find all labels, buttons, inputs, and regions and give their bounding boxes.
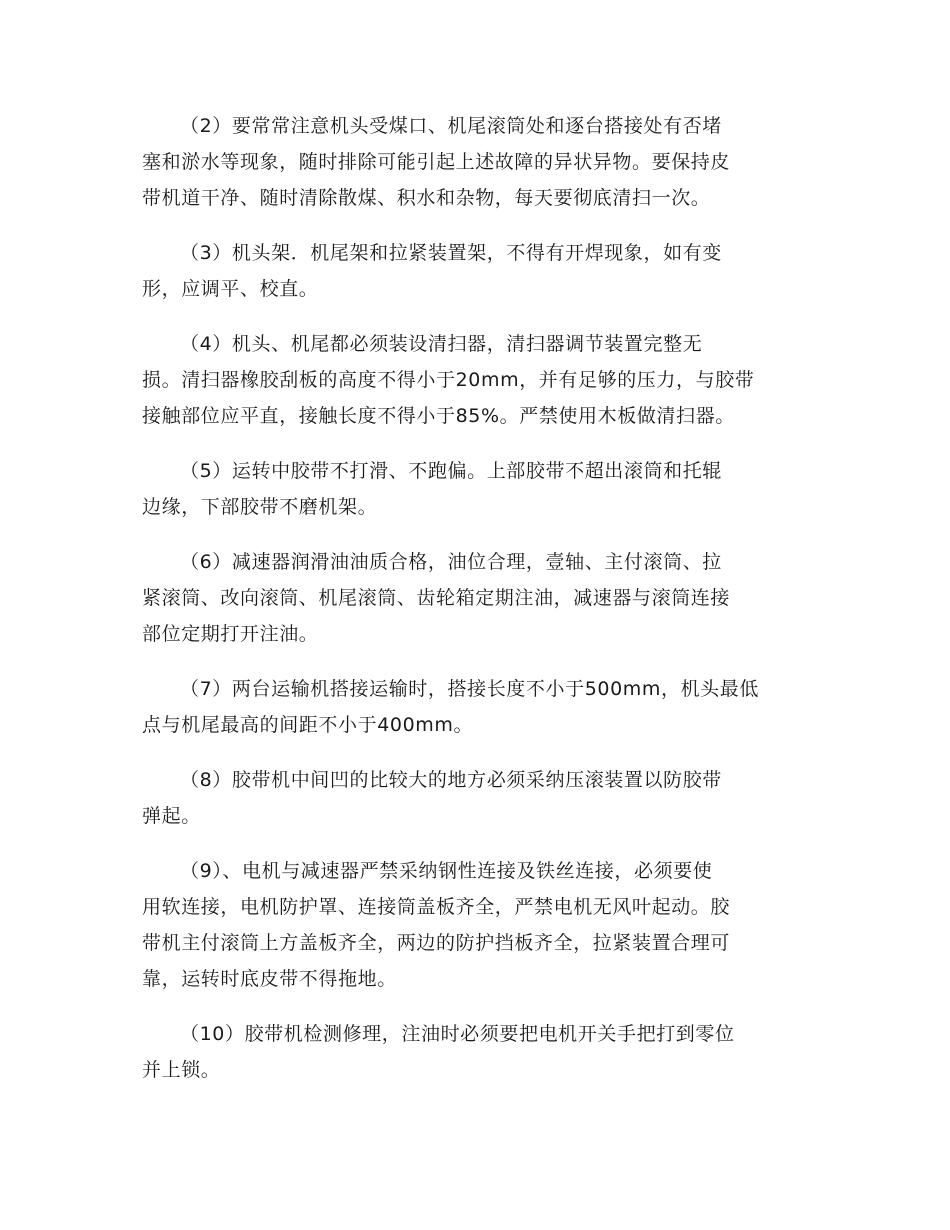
paragraph-line: 带机主付滚筒上方盖板齐全，两边的防护挡板齐全，拉紧装置合理可: [142, 932, 731, 954]
paragraph-line: 塞和淤水等现象，随时排除可能引起上述故障的异状异物。要保持皮: [142, 151, 731, 173]
paragraph-line: 点与机尾最高的间距不小于400mm。: [142, 714, 474, 736]
paragraph-line: （3）机头架．机尾架和拉紧装置架，不得有开焊现象，如有变: [180, 242, 722, 264]
document-body: [142, 108, 808, 1107]
paragraph-5: [142, 453, 808, 525]
paragraph-line: （8）胶带机中间凹的比较大的地方必须采纳压滚装置以防胶带: [180, 769, 722, 791]
paragraph-line: 形，应调平、校直。: [142, 278, 319, 300]
paragraph-6: [142, 544, 808, 652]
paragraph-line: （2）要常常注意机头受煤口、机尾滚筒处和逐台搭接处有否堵: [180, 115, 722, 137]
paragraph-line: 边缘，下部胶带不磨机架。: [142, 496, 378, 518]
paragraph-line: 靠，运转时底皮带不得拖地。: [142, 968, 397, 990]
paragraph-4: [142, 326, 808, 434]
paragraph-line: 带机道干净、随时清除散煤、积水和杂物，每天要彻底清扫一次。: [142, 187, 711, 209]
paragraph-line: 损。清扫器橡胶刮板的高度不得小于20mm，并有足够的压力，与胶带: [142, 369, 755, 391]
paragraph-line: （6）减速器润滑油油质合格，油位合理，壹轴、主付滚筒、拉: [180, 551, 722, 573]
paragraph-line: （7）两台运输机搭接运输时，搭接长度不小于500mm，机头最低: [180, 678, 759, 700]
paragraph-line: （5）运转中胶带不打滑、不跑偏。上部胶带不超出滚筒和托辊: [180, 460, 722, 482]
paragraph-2: [142, 108, 808, 216]
paragraph-line: （9）、电机与减速器严禁采纳钢性连接及铁丝连接，必须要使: [180, 860, 713, 882]
paragraph-line: 接触部位应平直，接触长度不得小于85%。严禁使用木板做清扫器。: [142, 405, 735, 427]
paragraph-line: 紧滚筒、改向滚筒、机尾滚筒、齿轮箱定期注油，减速器与滚筒连接: [142, 587, 731, 609]
paragraph-line: 用软连接，电机防护罩、连接筒盖板齐全，严禁电机无风叶起动。胶: [142, 896, 731, 918]
paragraph-line: 部位定期打开注油。: [142, 623, 319, 645]
paragraph-9: [142, 853, 808, 997]
paragraph-7: [142, 671, 808, 743]
paragraph-line: （10）胶带机检测修理，注油时必须要把电机开关手把打到零位: [180, 1023, 735, 1045]
paragraph-line: （4）机头、机尾都必须装设清扫器，清扫器调节装置完整无: [180, 333, 703, 355]
paragraph-8: [142, 762, 808, 834]
paragraph-line: 弹起。: [142, 805, 201, 827]
paragraph-line: 并上锁。: [142, 1059, 221, 1081]
paragraph-10: [142, 1016, 808, 1088]
paragraph-3: [142, 235, 808, 307]
